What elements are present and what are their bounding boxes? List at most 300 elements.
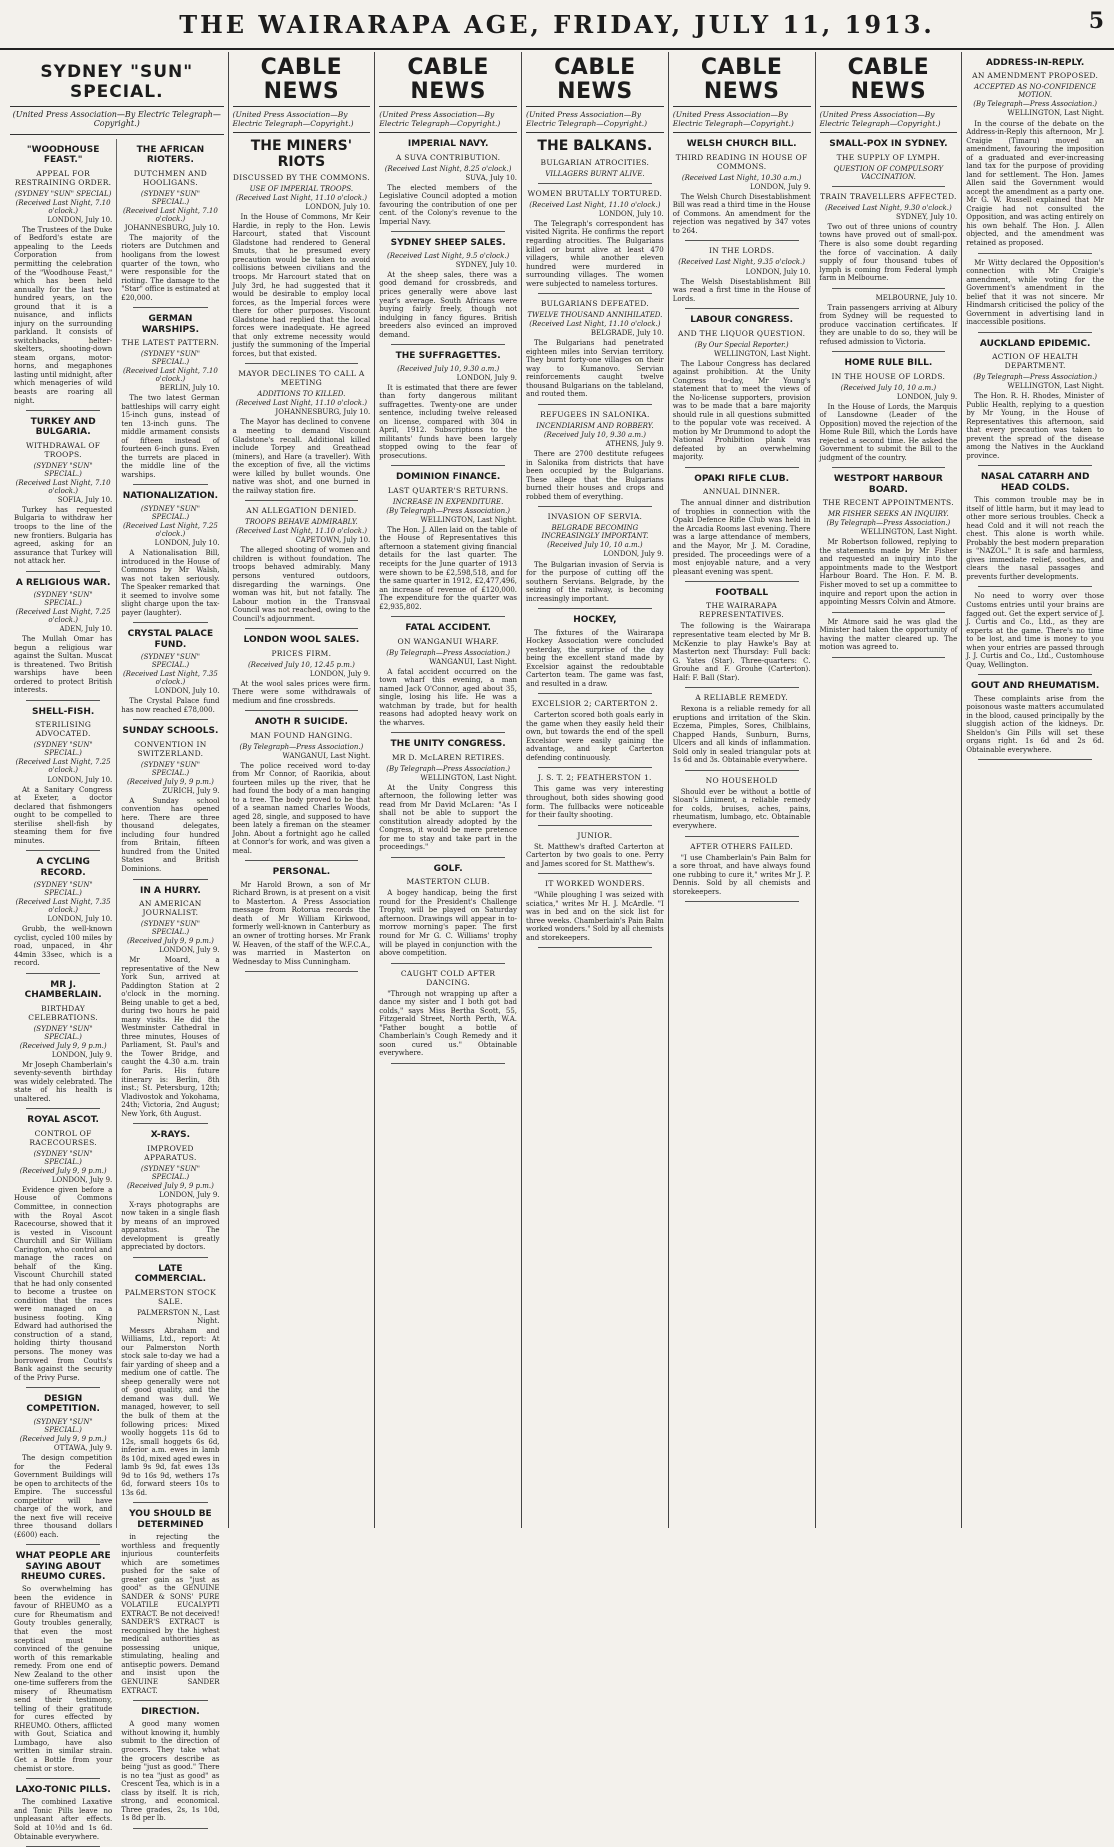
newspaper-title: THE WAIRARAPA AGE, FRIDAY, JULY 11, 1913. xyxy=(179,10,935,39)
article-headline: A CYCLING RECORD. xyxy=(36,857,90,878)
article-received-time: (Received Last Night, 7.10 o'clock.) xyxy=(122,366,218,383)
article-headline: TURKEY AND BULGARIA. xyxy=(30,417,96,438)
article-body: The fixtures of the Wairarapa Hockey Association were concluded yesterday, the surprise of the day being the excellent stand made by Excelsior against the redoubtable Carterton team. The game was fast, and resulted in a draw. xyxy=(526,628,664,688)
article xyxy=(526,773,664,819)
article-body: This common trouble may be in itself of little harm, but it may lead to other more serious troubles. Check a head Cold and it will not reach the chest. This alone is worth while. Probably the best modern preparation is "NAZOL." It is safe and harmless, gives immediate relief, soothes, and clears the nasal passages and prevents further developments. xyxy=(966,496,1105,581)
article-headline: A RELIGIOUS WAR. xyxy=(15,577,111,588)
article xyxy=(526,512,664,603)
article-received-time: (Received Last Night, 8.25 o'clock.) xyxy=(384,164,512,173)
parliament-column xyxy=(962,52,1108,1528)
article-subheading: IN THE LORDS. xyxy=(709,246,775,256)
article-received-time: (Received July 10, 12.45 p.m.) xyxy=(247,660,355,669)
article-body: In the House of Commons, Mr Keir Hardie, in reply to the Hon. Lewis Harcourt, stated that Viscount Gladstone had rendered to General Smuts, that he presumed every precaution would be taken to avoid collisions between civilians and the troops. Mr Harcourt stated that on July 3rd, he had suggested that it would be desirable to employ local forces, as the Imperial forces were there for other purposes. Viscount Gladstone had replied that the local forces were inadequate. He agreed that only extreme necessity would justify the summoning of the Imperial forces, but that existed. xyxy=(232,213,371,358)
article-divider xyxy=(832,186,946,187)
article-headline: SYDNEY SHEEP SALES. xyxy=(390,238,506,249)
cable-news-column-1 xyxy=(229,52,376,1528)
article-received-time: (Received Last Night, 10.30 a.m.) xyxy=(681,173,802,182)
article xyxy=(233,506,371,623)
article xyxy=(526,615,664,688)
article-location: SYDNEY, July 10. xyxy=(895,212,958,221)
article-received-time: (Received July 9, 9 p.m.) xyxy=(19,1041,107,1050)
article-divider xyxy=(391,732,505,733)
article-dateline: TWELVE THOUSAND ANNIHILATED. xyxy=(527,311,663,320)
article-subheading: BULGARIANS DEFEATED. xyxy=(540,299,649,309)
article-body: Mr Witty declared the Opposition's connection with Mr Craigie's amendment, while voting for the Government's amendment in the belief that it was not sincere. Mr Hindmarsh criticised the policy of the Government in advertising land in inaccessible positions. xyxy=(966,258,1105,327)
column-credit: (United Press Association—By Electric Telegraph—Copyright.) xyxy=(820,107,958,133)
article-body: Carterton scored both goals early in the game when they easily held their own, but towards the end of the spell Excelsior were easily gaining the advantage, and kept Carterton defending continuously. xyxy=(526,711,664,762)
article-body: "Through not wrapping up after a dance my sister and I both got bad colds," says Miss Bertha Scott, 55, Fitzgerald Street, North Perth, W.A. "Father bought a bottle of Chamberlain's Cough Remedy and it soon cured us." Obtainable everywhere. xyxy=(379,989,518,1058)
article-subheading: BULGARIAN ATROCITIES. xyxy=(540,157,650,167)
article-divider xyxy=(685,240,799,241)
article xyxy=(233,369,371,495)
article-location: LONDON, July 9. xyxy=(309,669,371,678)
article xyxy=(14,1551,112,1773)
article xyxy=(673,776,811,831)
article-location: LONDON, July 9. xyxy=(159,1190,220,1199)
article-subheading: PRICES FIRM. xyxy=(271,648,332,658)
article-headline: LONDON WOOL SALES. xyxy=(243,635,360,646)
article-body: The design competition for the Federal Government Buildings will be open to architects of the Empire. The successful competitor will have charge of the work, and the next five will receive three thousand dollars (£600) each. xyxy=(14,1454,113,1539)
article-location: JOHANNESBURG, July 10. xyxy=(275,408,371,417)
article xyxy=(233,867,371,966)
article-subheading: IT WORKED WONDERS. xyxy=(545,879,645,889)
article-body: The Bulgarians had penetrated eighteen miles into Servian territory. They burnt forty-one villages on their way to Kumanovo. Servian reinforcements caught twelve thousand Bulgarians on the tableland, and routed them. xyxy=(526,339,664,399)
article xyxy=(820,192,958,283)
article-dateline: TROOPS BEHAVE ADMIRABLY. xyxy=(244,518,358,527)
article xyxy=(526,699,664,762)
article-subheading: J. S. T. 2; FEATHERSTON 1. xyxy=(538,773,652,783)
article-dateline: (SYDNEY "SUN" SPECIAL.) xyxy=(140,919,200,936)
article-divider xyxy=(685,308,799,309)
article-divider xyxy=(133,622,207,623)
article-divider xyxy=(26,1544,100,1545)
article xyxy=(673,315,811,462)
article xyxy=(14,578,112,695)
article-received-time: (Received Last Night, 7.10 o'clock.) xyxy=(15,198,111,215)
article xyxy=(379,739,517,852)
article xyxy=(14,1115,112,1382)
article-subheading: DISCUSSED BY THE COMMONS. xyxy=(232,173,370,183)
cable-news-column-2 xyxy=(375,52,522,1528)
article-body: Mr Robertson followed, replying to the statements made by Mr Fisher and requested an inquiry into the appointments made to the Westport Harbour Board. The Hon. F. M. B. Fisher moved to set up a committee to inquire and report upon the action in appointing Messrs Colvin and Atmore. xyxy=(819,538,958,607)
article-location: ATHENS, July 9. xyxy=(605,440,664,449)
article-body: The alleged shooting of women and children is without foundation. The troops behaved admirably. Many persons ventured outdoors, disregarding the warnings. One woman was hit, but not fatally. The Labour motion in the Transvaal Council was not reached, owing to the Council's adjournment. xyxy=(232,546,371,623)
article-divider xyxy=(978,586,1092,587)
article-headline: ROYAL ASCOT. xyxy=(27,1115,99,1126)
article-subheading: NO HOUSEHOLD xyxy=(705,775,778,785)
article-body: The Trustees of the Duke of Bedford's estate are appealing to the Leeds Corporation from permitting the celebration of the "Woodhouse Feast," which has been held annually for the last two hundred years, on the ground that it is a nuisance, and inflicts injury on the surrounding parkland. It consists of switchbacks, helter-skelters, shooting-down steam organs, motor-horns, and megaphones lasting until midnight, after which menageries of wild beasts are roaring all night. xyxy=(14,225,113,405)
article-dateline: MR FISHER SEEKS AN INQUIRY. xyxy=(828,510,949,519)
article-subheading: JUNIOR. xyxy=(577,830,613,840)
article-body: The Hon. R. H. Rhodes, Minister of Public Health, replying to a question by Mr Young, in the House of Representatives this afternoon, said that every precaution was taken to prevent the spread of the disease among the Natives in the Auckland province. xyxy=(966,392,1105,460)
article-divider xyxy=(538,873,652,874)
article-body: St. Matthew's drafted Carterton at Carterton by two goals to one. Perry and James scored for St. Matthew's. xyxy=(526,842,664,868)
article-location: LONDON, July 10. xyxy=(154,687,220,696)
article-dateline: (SYDNEY "SUN" SPECIAL.) xyxy=(140,652,200,669)
article xyxy=(379,864,517,958)
article-location: MELBOURNE, July 10. xyxy=(875,293,958,302)
article-dateline: (By Telegraph—Press Association.) xyxy=(386,764,511,773)
article-received-time: (Received July 10, 10 a.m.) xyxy=(840,383,937,392)
article-location: LONDON, July 10. xyxy=(154,538,220,547)
article-divider xyxy=(133,1123,207,1124)
article-divider xyxy=(26,410,100,411)
article-location: LONDON, July 9. xyxy=(51,1050,113,1059)
article xyxy=(379,623,517,727)
article-location: BERLIN, July 10. xyxy=(159,384,220,393)
article-subheading: CONVENTION IN SWITZERLAND. xyxy=(134,739,207,758)
article-body: These complaints arise from the poisonous waste matters accumulated in the blood, caused principally by the sluggish action of the kidneys. Dr. Sheldon's Gin Pills will set these organs right. 1s 6d and 2s 6d. Obtainable everywhere. xyxy=(966,694,1105,754)
article-divider xyxy=(538,183,652,184)
article-divider xyxy=(133,1502,207,1503)
article-dateline: ACCEPTED AS NO-CONFIDENCE MOTION. xyxy=(974,83,1097,100)
column-header: CABLE NEWS xyxy=(233,52,371,107)
article xyxy=(673,842,811,897)
article-headline: GOUT AND RHEUMATISM. xyxy=(971,681,1100,692)
article xyxy=(966,339,1104,461)
article xyxy=(526,139,664,177)
article-body: The Hon. J. Allen laid on the table of the House of Representatives this afternoon a statement giving financial details for the last quarter. The receipts for the June quarter of 1913 were shown to be £2,598,518, and for the same quarter in 1912, £2,477,496, an increase of revenue of £120,000. The expenditure for the quarter was £2,935,802. xyxy=(379,525,518,611)
article xyxy=(526,410,664,501)
article-subheading: IN THE HOUSE OF LORDS. xyxy=(831,371,946,381)
article-dateline: (SYDNEY "SUN" SPECIAL.) xyxy=(140,504,200,521)
article-headline: THE UNITY CONGRESS. xyxy=(390,739,506,750)
article-headline: OPAKI RIFLE CLUB. xyxy=(694,473,790,484)
article-headline: DIRECTION. xyxy=(141,1707,200,1718)
column-articles xyxy=(526,139,664,948)
article-headline: DOMINION FINANCE. xyxy=(395,472,501,483)
article xyxy=(673,139,811,235)
article-body: At the wool sales prices were firm. There were some withdrawals of medium and fine crossbreds. xyxy=(232,679,371,705)
article-divider xyxy=(978,674,1092,675)
article-divider xyxy=(832,657,946,658)
article-received-time: (Received Last Night, 7.35 o'clock.) xyxy=(15,898,111,915)
article xyxy=(379,969,517,1058)
article-body: This game was very interesting throughout, both sides showing good form. The fullbacks were noticeable for their faulty shooting. xyxy=(526,785,664,820)
article-divider xyxy=(245,363,359,364)
article-body: A good many women without knowing it, humbly submit to the direction of grocers. They take what the grocers describe as being "just as good." There is no tea "just as good" as Crescent Tea, which is in a class by itself. It is rich, strong, and economical. Three grades, 2s, 1s 10d, 1s 8d per lb. xyxy=(121,1720,220,1823)
article-headline: THE SUFFRAGETTES. xyxy=(395,351,501,362)
article xyxy=(526,299,664,399)
article-subheading: WITHDRAWAL OF TROOPS. xyxy=(25,440,101,459)
article-divider xyxy=(26,1108,100,1109)
article-dateline: (By Telegraph—Press Association.) xyxy=(239,742,364,751)
article-subheading: INVASION OF SERVIA. xyxy=(547,512,643,522)
article-location: LONDON, July 10. xyxy=(47,775,113,784)
article-headline: LATE COMMERCIAL. xyxy=(134,1263,207,1285)
article-body: At the Unity Congress this afternoon, the following letter was read from Mr David McLaren: "As I shall not be able to support the constitution already adopted by the Congress, it would be mere pretence for me to stay and take part in the proceedings." xyxy=(379,783,518,852)
article-divider xyxy=(133,1700,207,1701)
cable-news-column-5 xyxy=(816,52,963,1528)
article-location: SUVA, July 10. xyxy=(465,173,518,182)
article-body: In the course of the debate on the Address-in-Reply this afternoon, Mr J. Craigie (Timaru) moved an amendment, favouring the imposition of a graduated and ever-increasing land tax for the purpose of providing land for settlement. The Hon. James Allen said the Government would accept the amendment as a party one. Mr G. W. Russell explained that Mr Craigie had not consulted the Opposition, and was acting entirely on his own behalf. The Hon. J. Allen objected, and the amendment was retained as proposed. xyxy=(966,119,1105,247)
article-received-time: (Received Last Night, 9.35 o'clock.) xyxy=(678,258,806,267)
article-dateline: (SYDNEY "SUN" SPECIAL.) xyxy=(33,880,93,897)
article-divider xyxy=(26,973,100,974)
article xyxy=(820,139,958,180)
article-received-time: (By Telegraph—Press Association.) xyxy=(973,100,1098,109)
article-body: The Mullah Omar has begun a religious war against the Sultan. Muscat is threatened. Two British warships have been ordered to protect British interests. xyxy=(14,635,113,695)
article-location: SOFIA, July 10. xyxy=(57,495,113,504)
article-location: LONDON, July 9. xyxy=(896,392,958,401)
sydney-sun-section xyxy=(6,52,229,1841)
article xyxy=(14,707,112,845)
article-subheading: THIRD READING IN HOUSE OF COMMONS. xyxy=(675,152,808,171)
column-articles xyxy=(233,139,371,972)
article-received-time: (Received July 9, 9 p.m.) xyxy=(19,1434,107,1443)
article-body: At the sheep sales, there was a good demand for crossbreds, and prices generally were above last year's average. South Africans were buying fairly freely, though not indulging in fancy figures. British breeders also evinced an improved demand. xyxy=(379,270,518,339)
article-body: The Welsh Disestablishment Bill was read a first time in the House of Lords. xyxy=(672,277,811,303)
article-headline: GOLF. xyxy=(433,864,463,875)
article xyxy=(379,351,517,460)
article-headline: ADDRESS-IN-REPLY. xyxy=(985,58,1085,68)
article-location: WANGANUI, Last Night. xyxy=(282,751,371,760)
article xyxy=(121,726,219,873)
article-body: The Telegraph's correspondent has visited Nigrita. He confirms the report regarding atrocities. The Bulgarians killed or burnt alive at least 470 villagers, while another eleven hundred were murdered in surrounding villages. The women were subjected to nameless tortures. xyxy=(526,219,664,288)
article-subheading: THE LATEST PATTERN. xyxy=(121,337,219,347)
article-divider xyxy=(978,465,1092,466)
article-headline: LAXO-TONIC PILLS. xyxy=(15,1785,111,1796)
article-divider xyxy=(832,612,946,613)
article-subheading: BIRTHDAY CELEBRATIONS. xyxy=(28,1003,98,1022)
article-divider xyxy=(26,1387,100,1388)
article-location: JOHANNESBURG, July 10. xyxy=(124,223,220,232)
article-divider xyxy=(133,307,207,308)
article-dateline: INCREASE IN EXPENDITURE. xyxy=(392,497,504,506)
article-subheading: AND THE LIQUOR QUESTION. xyxy=(678,328,806,338)
article-dateline: (SYDNEY "SUN" SPECIAL.) xyxy=(33,741,93,758)
column-credit: (United Press Association—By Electric Telegraph—Copyright.) xyxy=(379,107,517,133)
article-headline: NASAL CATARRH AND HEAD COLDS. xyxy=(980,472,1090,493)
article-headline: THE AFRICAN RIOTERS. xyxy=(136,145,205,166)
article-dateline: (SYDNEY "SUN" SPECIAL.) xyxy=(33,461,93,478)
article-body: The following is the Wairarapa representative team elected by Mr B. McKenzie to play Hawke's Bay at Masterton next Thursday: Full back: G. Yates (Star). Three-quarters: C. Grouhe and F. Grouhe (Carterton). Half: F. Ball (Star). xyxy=(672,622,811,682)
article-divider xyxy=(245,860,359,861)
article-received-time: (Received July 10, 9.30 a.m.) xyxy=(543,431,646,440)
article-location: LONDON, July 9. xyxy=(750,182,811,191)
article-location: WELLINGTON, Last Night. xyxy=(714,349,811,358)
article-subheading: IMPROVED APPARATUS. xyxy=(144,1143,197,1162)
article xyxy=(820,474,958,606)
article-subheading: LAST QUARTER'S RETURNS. xyxy=(387,485,509,495)
article-received-time: (Received Last Night, 7.25 o'clock.) xyxy=(15,608,111,625)
article-divider xyxy=(133,1828,207,1829)
sun-sub-columns xyxy=(10,139,224,1841)
article-body: Messrs Abraham and Williams, Ltd., report: At our Palmerston North stock sale to-day we had a fair yarding of sheep and a medium one of cattle. The sheep generally were not of good quality, and the demand was dull. We managed, however, to sell the bulk of them at the following prices: Mixed woolly hoggets 11s 6d to 12s, small hoggets 6s 6d, inferior a.m. ewes in lamb 8s 10d, mixed aged ewes in lamb 9s 9d, fat ewes 13s 9d to 16s 9d, wethers 17s 6d, forward steers 10s to 13s 6d. xyxy=(121,1326,220,1497)
article-dateline: (SYDNEY "SUN" SPECIAL.) xyxy=(33,1024,93,1041)
article-body: Turkey has requested Bulgaria to withdraw her troops to the line of the new frontiers. Bulgaria has agreed, asking for an assurance that Turkey will not attack her. xyxy=(14,505,113,566)
article-divider xyxy=(685,687,799,688)
article-body: Two out of three unions of country towns have proved out of small-pox. There is also some doubt regarding the force of vaccination. A daily supply of four thousand tubes of lymph is coming from Federal lymph farm in Melbourne. xyxy=(819,222,958,283)
sun-column-1 xyxy=(10,139,117,1841)
article xyxy=(966,58,1104,248)
article-subheading: CAUGHT COLD AFTER DANCING. xyxy=(400,968,496,987)
article-location: BELGRADE, July 10. xyxy=(590,329,664,338)
article-divider xyxy=(391,963,505,964)
article-location: OTTAWA, July 9. xyxy=(53,1443,113,1452)
article-received-time: (By Telegraph—Press Association.) xyxy=(386,506,511,515)
article-received-time: (Received Last Night, 7.25 o'clock.) xyxy=(15,758,111,775)
article-location: LONDON, July 9. xyxy=(51,1175,113,1184)
article-headline: GERMAN WARSHIPS. xyxy=(141,314,200,335)
article-location: LONDON, July 10. xyxy=(47,215,113,224)
article-divider xyxy=(391,1063,505,1064)
article-divider xyxy=(978,253,1092,254)
article-body: "While ploughing I was seized with sciatica," writes Mr H. J. McArdle. "I was in bed and on the sick list for three weeks. Chamberlain's Pain Balm worked wonders." Sold by all chemists and storekeepers. xyxy=(526,891,664,942)
article-headline: LABOUR CONGRESS. xyxy=(690,315,794,326)
article-body: Grubb, the well-known cyclist, cycled 100 miles by road, unpaced, in 4hr 44min 33sec, which is a record. xyxy=(14,925,113,968)
article-location: SYDNEY, July 10. xyxy=(455,260,518,269)
article-location: WELLINGTON, Last Night. xyxy=(1007,109,1105,118)
article-body: The combined Laxative and Tonic Pills leave no unpleasant after effects. Sold at 10½d and 1s 6d. Obtainable everywhere. xyxy=(14,1798,113,1841)
column-articles xyxy=(379,139,517,1063)
article xyxy=(121,1130,219,1252)
article-headline: FATAL ACCIDENT. xyxy=(405,623,491,634)
article-received-time: (Received July 9, 9 p.m.) xyxy=(19,1166,107,1175)
article-divider xyxy=(245,710,359,711)
article xyxy=(14,980,112,1104)
article-subheading: APPEAL FOR RESTRAINING ORDER. xyxy=(14,168,112,187)
article-subheading: PALMERSTON STOCK SALE. xyxy=(124,1287,217,1306)
article-headline: HOME RULE BILL. xyxy=(844,358,933,369)
article xyxy=(14,417,112,566)
article-divider xyxy=(133,484,207,485)
article xyxy=(966,592,1104,669)
article-divider xyxy=(978,759,1092,760)
article-headline: THE BALKANS. xyxy=(537,138,653,155)
article-body: A Nationalisation Bill, introduced in the House of Commons by Mr Walsh, was not taken seriously. The Speaker remarked that it seemed to involve some slight charge upon the tax-payer (laughter). xyxy=(121,548,220,617)
article-divider xyxy=(832,351,946,352)
article-subheading: STERILISING ADVOCATED. xyxy=(35,720,92,739)
article-headline: SUNDAY SCHOOLS. xyxy=(122,726,219,737)
article-divider xyxy=(538,825,652,826)
cable-news-column-3 xyxy=(522,52,669,1528)
column-articles xyxy=(673,139,811,902)
article xyxy=(526,879,664,942)
article-subheading: DUTCHMEN AND HOOLIGANS. xyxy=(133,168,208,187)
article xyxy=(121,1264,219,1497)
article-divider xyxy=(685,836,799,837)
article-divider xyxy=(391,465,505,466)
article-received-time: (Received Last Night, 9.30 o'clock.) xyxy=(825,203,952,212)
article-headline: WELSH CHURCH BILL. xyxy=(686,139,797,150)
article-body: The two latest German battleships will carry eight 15-inch guns, instead of ten 13-inch guns. The middle armament consists of fifteen instead of fourteen 6-inch guns. Even the turrets are placed in the middle line of the warships. xyxy=(121,394,220,479)
article xyxy=(673,693,811,765)
column-header: CABLE NEWS xyxy=(820,52,958,107)
article-body: The Welsh Church Disestablishment Bill was read a third time in the House of Commons. An amendment for the rejection was negatived by 347 votes to 264. xyxy=(672,192,811,235)
article xyxy=(121,314,219,479)
article-subheading: THE SUPPLY OF LYMPH. xyxy=(836,152,941,162)
article-headline: AUCKLAND EPIDEMIC. xyxy=(979,338,1091,349)
article-body: Mr Harold Brown, a son of Mr Richard Brown, is at present on a visit to Masterton. A Press Association message from Rotorua records the death of Mr William Kirkwood, formerly well-known in Canterbury as an owner of trotting horses. Mr Frank W. Heaven, of the staff of the W.F.C.A., was married in Masterton on Wednesday to Miss Cunningham. xyxy=(232,880,371,966)
article-body: In the House of Lords, the Marquis of Lansdowne (Leader of the Opposition) moved the rejection of the Home Rule Bill, which the Lords have rejected a second time. He asked the Government to submit the Bill to the judgment of the country. xyxy=(819,402,958,462)
article-divider xyxy=(538,693,652,694)
sun-section-credit: (United Press Association—By Electric Telegraph—Copyright.) xyxy=(10,107,224,135)
article-divider xyxy=(832,467,946,468)
article-body: The annual dinner and distribution of trophies in connection with the Opaki Defence Rifle Club was held in the Arcadia Rooms last evening. There was a large attendance of members, and the Mayor, Mr J. M. Coradine, presided. The proceedings were of a most enjoyable nature, and a very pleasant evening was spent. xyxy=(672,499,811,576)
article-location: WELLINGTON, Last Night. xyxy=(420,515,518,524)
article-body: A fatal accident occurred on the town wharf this evening, a man named Jack O'Connor, aged about 35, single, losing his life. He was a watchman by trade, but for health reasons had adopted heavy work on the wharves. xyxy=(379,667,518,727)
article-dateline: (SYDNEY "SUN" SPECIAL) xyxy=(14,189,112,198)
article-body: "I use Chamberlain's Pain Balm for a sore throat, and have always found one rubbing to cure it," writes Mr J. P. Dennis. Sold by all chemists and storekeepers. xyxy=(672,853,811,896)
column-header: CABLE NEWS xyxy=(379,52,517,107)
article-divider xyxy=(538,404,652,405)
article-body: The majority of the rioters are Dutchmen and hooligans from the lowest quarter of the town, who were responsible for the rioting. The damage to the "Star" office is estimated at £20,000. xyxy=(121,233,220,302)
article xyxy=(121,1707,219,1823)
article xyxy=(233,635,371,705)
article-divider xyxy=(245,971,359,972)
article-headline: DESIGN COMPETITION. xyxy=(26,1394,100,1415)
article-headline: MR J. CHAMBERLAIN. xyxy=(24,979,102,1001)
article-body: Evidence given before a House of Commons Committee, in connection with the Royal Ascot Racecourse, showed that it is vested in Viscount Churchill and Sir William Carington, who control and manage the races on behalf of the King. Viscount Churchill stated that he had only consented to become a trustee on condition that the races were managed on a business footing. King Edward had authorised the construction of a stand, holding thirty thousand persons. The money was borrowed from Coutts's Bank against the security of the Privy Purse. xyxy=(14,1185,113,1382)
article-divider xyxy=(538,293,652,294)
page-columns xyxy=(6,52,1108,1841)
article-headline: WHAT PEOPLE ARE SAYING ABOUT RHEUMO CURES. xyxy=(15,1551,111,1582)
article-subheading: ACTION OF HEALTH DEPARTMENT. xyxy=(992,352,1079,371)
article xyxy=(14,1785,112,1841)
article-subheading: AFTER OTHERS FAILED. xyxy=(690,841,794,851)
article xyxy=(121,1509,219,1695)
column-credit: (United Press Association—By Electric Telegraph—Copyright.) xyxy=(233,107,371,133)
article xyxy=(820,294,958,347)
article-divider xyxy=(538,506,652,507)
article-body: X-rays photographs are now taken in a single flash by means of an improved apparatus. The development is greatly appreciated by doctors. xyxy=(121,1200,220,1252)
article xyxy=(526,189,664,288)
article-location: WELLINGTON, Last Night. xyxy=(1007,382,1105,391)
article-divider xyxy=(245,500,359,501)
article-headline: IMPERIAL NAVY. xyxy=(407,139,489,150)
article-headline: WESTPORT HARBOUR BOARD. xyxy=(833,474,943,495)
article-dateline: VILLAGERS BURNT ALIVE. xyxy=(545,169,645,178)
article-subheading: MR D. McLAREN RETIRES. xyxy=(391,752,505,762)
article-body: The Crystal Palace fund has now reached £78,000. xyxy=(121,697,220,714)
article-headline: X-RAYS. xyxy=(150,1130,191,1141)
article xyxy=(121,145,219,302)
cable-news-column-4 xyxy=(669,52,816,1528)
article xyxy=(379,472,517,611)
article-headline: THE MINERS' RIOTS xyxy=(250,138,353,170)
article-body: There are 2700 destitute refugees in Salonika from districts that have been occupied by the Bulgarians. These allege that the Bulgarians burned their houses and crops and robbed them of everything. xyxy=(526,450,664,501)
article-divider xyxy=(978,332,1092,333)
article-location: LONDON, July 10. xyxy=(598,209,664,218)
article-received-time: (Received Last Night, 7.25 o'clock.) xyxy=(122,521,218,538)
article-headline: HOCKEY, xyxy=(573,615,617,626)
column-articles xyxy=(966,58,1104,760)
article-received-time: (Received July 10, 9.30 a.m.) xyxy=(397,364,500,373)
article-received-time: (By Telegraph—Press Association.) xyxy=(826,519,951,528)
article-divider xyxy=(133,719,207,720)
article-divider xyxy=(26,571,100,572)
article xyxy=(966,472,1104,581)
article-body: The Mayor has declined to convene a meeting to demand Viscount Gladstone's recall. Additional killed include Torpey and Greathead (miners), and Hare (a traveller). With the exception of five, all the victims were killed by bullet wounds. One native was shot, and one burned in the railway station fire. xyxy=(232,418,371,495)
article-received-time: (Received Last Night, 7.10 o'clock.) xyxy=(15,478,111,495)
article-received-time: (Received Last Night, 11.10 o'clock.) xyxy=(529,320,661,329)
article-dateline: (By Telegraph—Press Association.) xyxy=(973,373,1098,382)
article-body: Mr Moard, a representative of the New York Sun, arrived at Paddington Station at 2 o'clock in the morning. Being unable to get a bed, during two hours he paid many visits. He did the Westminster Cathedral in three minutes, Houses of Parliament, St. Paul's and the Tower Bridge, and caught the 4.30 a.m. train for Paris. His future itinerary is: Berlin, 8th inst.; St. Petersburg, 12th; Vladivostok and Yokohama, 24th; Victoria, 2nd August; New York, 6th August. xyxy=(121,956,220,1118)
article-subheading: THE WAIRARAPA REPRESENTATIVES. xyxy=(699,601,785,620)
article-location: WELLINGTON, Last Night. xyxy=(860,528,958,537)
article-location: LONDON, July 10. xyxy=(745,267,811,276)
article-headline: FOOTBALL xyxy=(715,588,769,599)
article-body: Mr Atmore said he was glad the Minister had taken the opportunity of having the matter cleared up. The motion was agreed to. xyxy=(819,617,958,652)
article-subheading: THE RECENT APPOINTMENTS. xyxy=(822,498,954,508)
article-subheading: AN AMENDMENT PROPOSED. xyxy=(972,71,1099,81)
article-divider xyxy=(832,288,946,289)
article-dateline: (SYDNEY "SUN" SPECIAL.) xyxy=(33,1417,93,1434)
article xyxy=(233,139,371,358)
article-divider xyxy=(391,616,505,617)
article-body: Train passengers arriving at Albury from Sydney will be requested to produce vaccination certificates. If they are unable to do so, they will be refused admission to Victoria. xyxy=(819,303,958,346)
